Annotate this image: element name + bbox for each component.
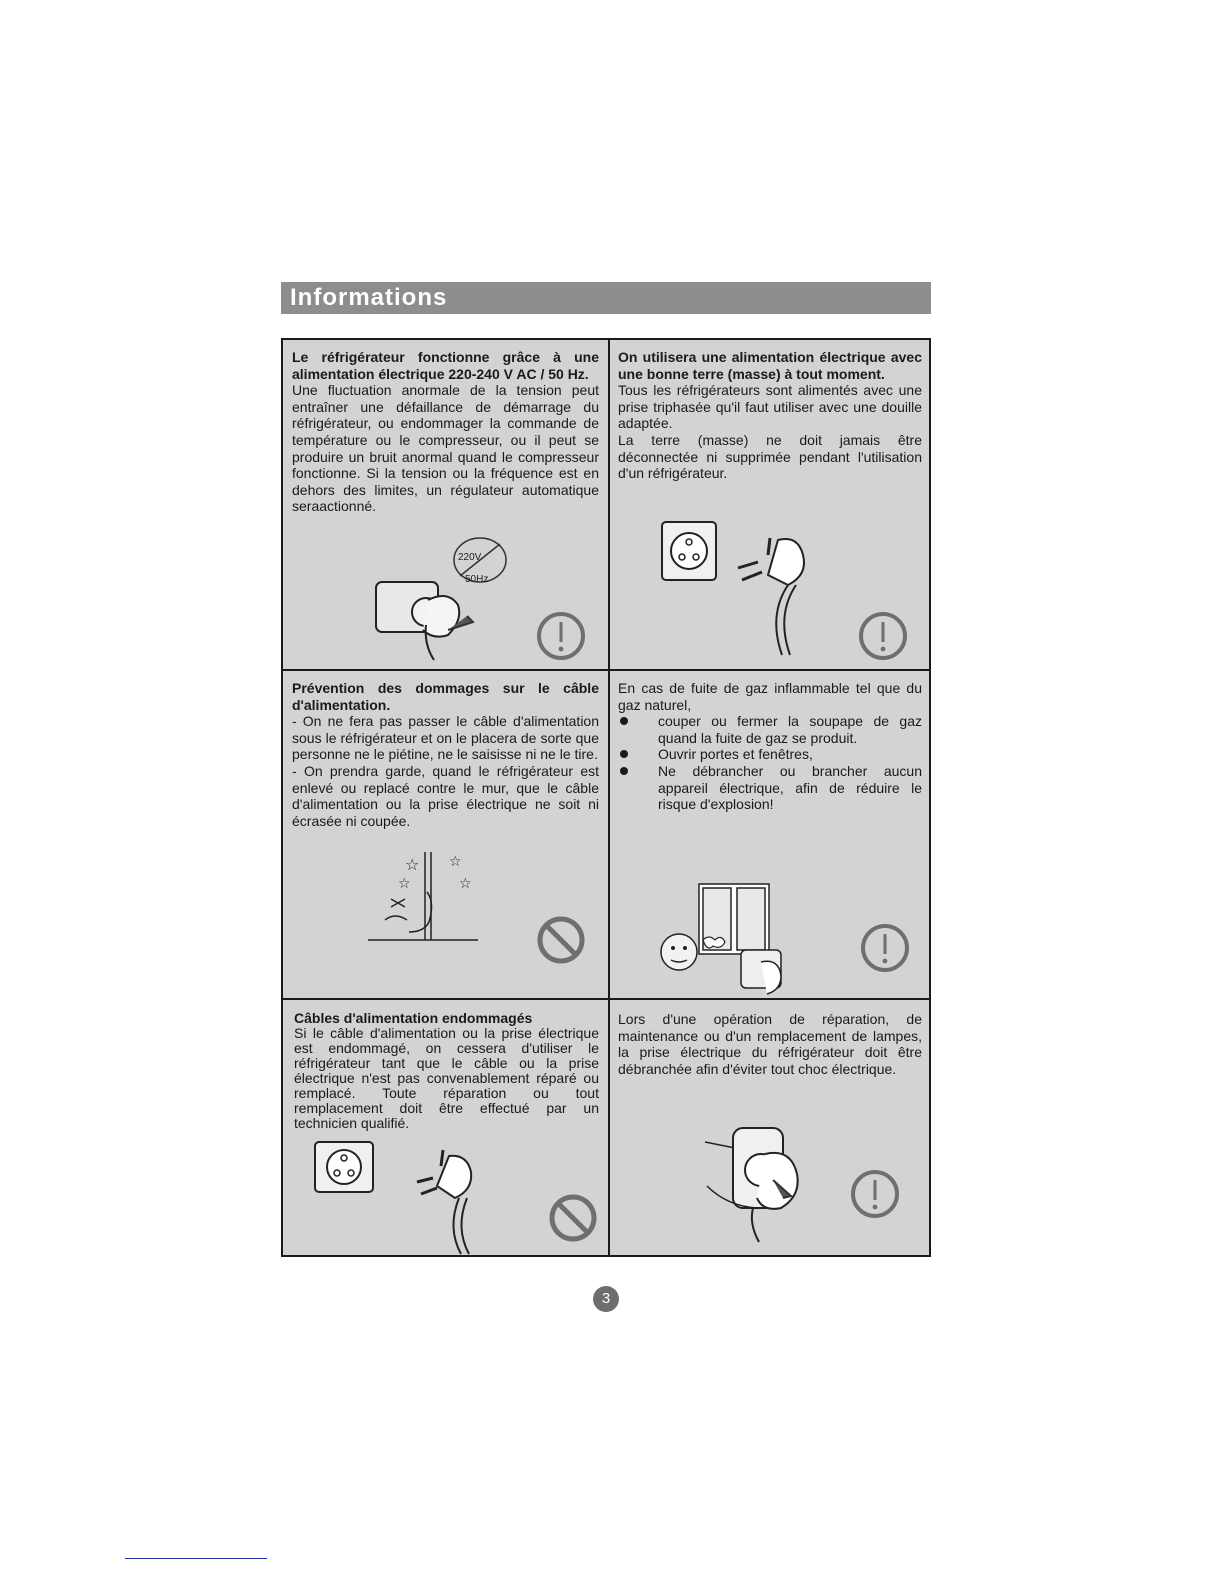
svg-text:☆: ☆ — [405, 855, 420, 874]
cell-body: Tous les réfrigérateurs sont alimentés avec une prise triphasée qu'il faut utiliser avec une douille adaptée. — [618, 382, 922, 432]
list-item-text: Ne débrancher ou brancher aucun appareil électrique, afin de réduire le risque d'explosion! — [658, 762, 922, 813]
list-item — [618, 763, 922, 813]
voltage-label: 220V — [458, 552, 482, 563]
plug-socket-illustration — [368, 530, 508, 670]
list-item — [618, 713, 922, 746]
grounded-socket-plug-illustration — [658, 520, 828, 660]
warning-icon — [535, 610, 587, 662]
cell-heading: On utilisera une alimentation électrique avec une bonne terre (masse) à tout moment. — [618, 349, 922, 382]
crushed-cable-illustration — [363, 852, 483, 947]
section-header-bar — [281, 282, 931, 314]
svg-text:☆: ☆ — [449, 854, 462, 870]
cell-intro: En cas de fuite de gaz inflammable tel que du gaz naturel, — [618, 680, 922, 713]
cell-maintenance — [618, 1011, 922, 1077]
bullet-icon — [620, 767, 628, 775]
cell-heading: Câbles d'alimentation endommagés — [294, 1010, 533, 1026]
cell-voltage — [292, 349, 599, 515]
cell-cable-protection — [292, 680, 599, 829]
cell-grounding — [618, 349, 922, 482]
warning-icon — [857, 610, 909, 662]
warning-icon — [859, 922, 911, 974]
prohibited-icon — [535, 914, 587, 966]
footer-rule — [125, 1558, 267, 1559]
cell-heading: Le réfrigérateur fonctionne grâce à une alimentation électrique 220-240 V AC / 50 Hz. — [292, 349, 599, 382]
svg-text:☆: ☆ — [398, 876, 411, 892]
cell-body: Une fluctuation anormale de la tension peut entraîner une défaillance de démarrage du réfrigérateur, ou endommager la commande de température ou le compresseur, ou il peut se produire un bruit anormal quand le compresseur fonctionne. Si la tension ou la fréquence est en dehors des limites, un régulateur automatique seraactionné. — [292, 382, 599, 515]
bullet-icon — [620, 750, 628, 758]
page-number-badge: 3 — [593, 1286, 619, 1312]
cell-body-2: La terre (masse) ne doit jamais être déconnectée ni supprimée pendant l'utilisation d'un réfrigérateur. — [618, 431, 922, 482]
frequency-label: 50Hz — [465, 574, 489, 585]
list-item — [618, 746, 922, 763]
bullet-icon — [620, 717, 628, 725]
bullet-list — [618, 713, 922, 813]
cell-body: Lors d'une opération de réparation, de maintenance ou d'un remplacement de lampes, la prise électrique du réfrigérateur doit être débranchée afin d'éviter tout choc électrique. — [618, 1011, 922, 1077]
cell-gas-leak — [618, 680, 922, 813]
grid-divider-vertical — [608, 340, 610, 1255]
cell-heading: Prévention des dommages sur le câble d'alimentation. — [292, 680, 599, 713]
prohibited-icon — [547, 1192, 599, 1244]
grid-divider-row2 — [283, 998, 929, 1000]
list-item-text: Ouvrir portes et fenêtres, — [658, 746, 813, 763]
unplug-illustration — [703, 1120, 813, 1245]
damaged-socket-plug-illustration — [309, 1136, 489, 1256]
list-item-text: couper ou fermer la soupape de gaz quand la fuite de gaz se produit. — [658, 713, 922, 746]
cell-body-2: - On prendra garde, quand le réfrigérateur est enlevé ou replacé contre le mur, que le câble d'alimentation ou la prise électrique ne soit ni écrasée ni coupée. — [292, 762, 599, 829]
safety-info-grid — [281, 338, 931, 1257]
warning-icon — [849, 1168, 901, 1220]
cell-body: Si le câble d'alimentation ou la prise électrique est endommagé, on cessera d'utiliser le réfrigérateur tant que le câble ou la prise électrique n'est pas convenablement réparé ou remplacé. Toute réparation ou tout remplacement doit être effectué par un technicien qualifié. — [294, 1025, 599, 1131]
gas-leak-illustration — [643, 880, 803, 1000]
cell-body: - On ne fera pas passer le câble d'alimentation sous le réfrigérateur et on le placera de sorte que personne ne le piétine, ne le saisisse ni ne le tire. — [292, 713, 599, 763]
cell-damaged-cables — [294, 1011, 599, 1131]
svg-text:☆: ☆ — [459, 876, 472, 892]
section-title: Informations — [290, 284, 448, 311]
